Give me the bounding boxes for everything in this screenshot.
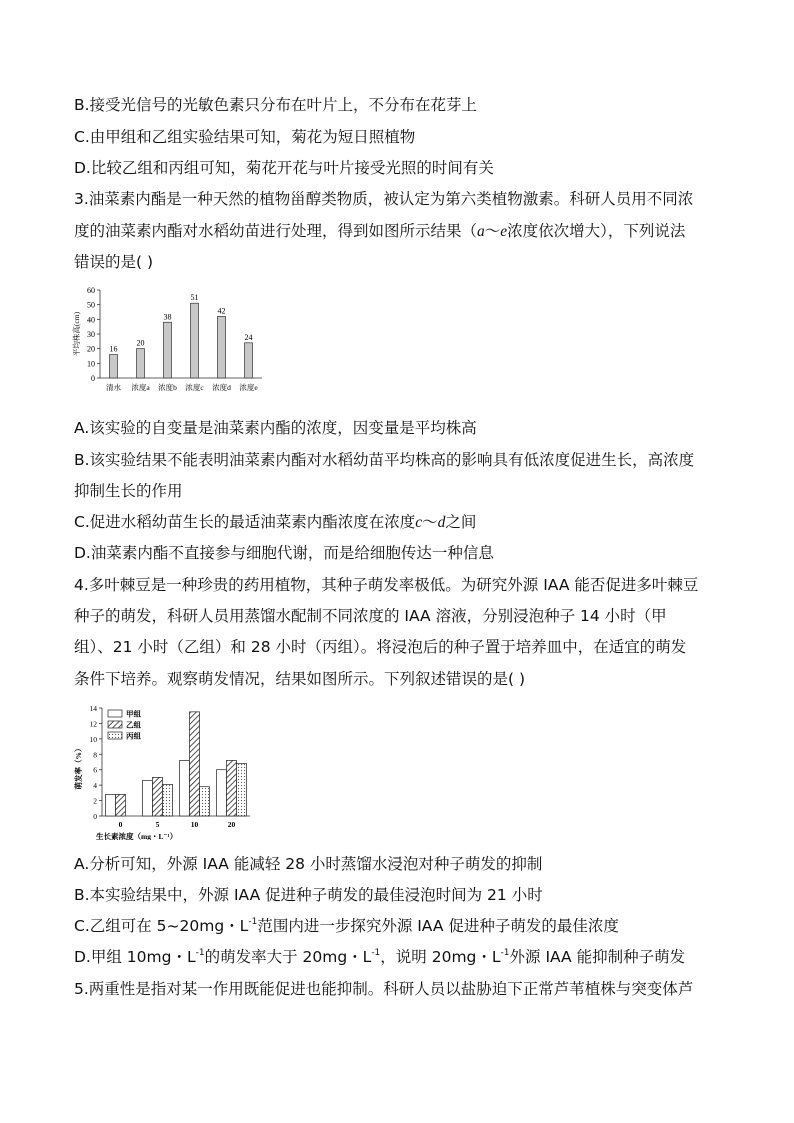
q4-stem-line-2: 种子的萌发，科研人员用蒸馏水配制不同浓度的 IAA 溶液，分别浸泡种子 14 小时（甲: [74, 607, 667, 625]
q3-option-b-line-2: 抑制生长的作用: [74, 482, 183, 500]
x-tick-label: 浓度b: [158, 383, 177, 392]
y-axis-label: 平均株高(cm): [72, 311, 81, 357]
y-tick-label: 50: [87, 300, 95, 310]
bar-甲组: [217, 770, 227, 816]
bar-丙组: [163, 784, 173, 816]
legend-label: 乙组: [126, 720, 141, 730]
bar-乙组: [153, 777, 163, 816]
prev-option-b: B.接受光信号的光敏色素只分布在叶片上，不分布在花芽上: [74, 96, 478, 114]
legend-label: 丙组: [126, 731, 141, 741]
x-tick-label: 5: [155, 820, 160, 829]
legend-swatch-乙组: [108, 721, 122, 728]
q3-stem-line-3: 错误的是( ): [74, 253, 154, 271]
y-tick-label: 20: [87, 344, 95, 354]
bar-乙组: [227, 760, 237, 816]
bar-乙组: [190, 712, 200, 816]
q4-option-b: B.本实验结果中，外源 IAA 促进种子萌发的最佳浸泡时间为 21 小时: [74, 886, 543, 904]
q3-option-d: D.油菜素内酯不直接参与细胞代谢，而是给细胞传达一种信息: [74, 544, 494, 562]
prev-option-d: D.比较乙组和丙组可知，菊花开花与叶片接受光照的时间有关: [74, 159, 494, 177]
legend-swatch-丙组: [108, 732, 122, 739]
x-tick-label: 0: [118, 820, 123, 829]
bar-value-label: 16: [109, 344, 118, 354]
bar: [191, 303, 199, 378]
x-tick-label: 浓度e: [239, 383, 258, 392]
y-tick-label: 30: [87, 330, 95, 339]
q4-option-c: C.乙组可在 5~20mg・$L^{-1}$范围内进一步探究外源 IAA 促进种子萌发的最佳浓度: [74, 916, 619, 935]
x-tick-label: 20: [227, 820, 236, 829]
q4-stem-line-3: 组）、21 小时（乙组）和 28 小时（丙组）。将浸泡后的种子置于培养皿中，在适宜的萌发: [74, 638, 687, 656]
y-tick-label: 14: [89, 704, 97, 713]
bar-value-label: 20: [136, 338, 145, 348]
bar-甲组: [143, 781, 153, 816]
bar: [218, 316, 226, 378]
legend-swatch-甲组: [108, 710, 122, 717]
y-axis-label: 萌发率（%）: [74, 744, 83, 790]
q3-option-b-line-1: B.该实验结果不能表明油菜素内酯对水稻幼苗平均株高的影响具有低浓度促进生长，高浓度: [74, 451, 695, 469]
q4-stem-line-1: 4.多叶棘豆是一种珍贵的药用植物，其种子萌发率极低。为研究外源 IAA 能否促进多叶棘豆: [74, 576, 699, 594]
q4-bar-chart: [72, 700, 262, 844]
y-tick-label: 10: [89, 734, 97, 744]
x-axis-label: 生长素浓度（mg・L⁻¹）: [96, 832, 178, 840]
y-tick-label: 60: [87, 286, 95, 295]
bar-丙组: [237, 764, 247, 816]
bar-甲组: [106, 794, 116, 816]
q3-stem-line-2: 度的油菜素内酯对水稻幼苗进行处理，得到如图所示结果（a～e浓度依次增大），下列说法: [74, 222, 686, 240]
y-tick-label: 10: [87, 359, 95, 369]
legend-label: 甲组: [126, 709, 141, 719]
y-tick-label: 6: [93, 765, 97, 775]
y-tick-label: 4: [93, 781, 97, 791]
bar-甲组: [180, 760, 190, 816]
bar-value-label: 42: [217, 306, 226, 316]
q3-bar-chart: [70, 282, 270, 416]
x-tick-label: 浓度d: [212, 383, 231, 392]
bar-value-label: 24: [244, 332, 253, 342]
bar-丙组: [200, 787, 210, 816]
bar: [164, 322, 172, 378]
y-tick-label: 12: [89, 719, 97, 729]
q3-option-c: C.促进水稻幼苗生长的最适油菜素内酯浓度在浓度c～d之间: [74, 513, 477, 531]
y-tick-label: 0: [93, 812, 97, 821]
q4-option-d: D.甲组 10mg・$L^{-1}$的萌发率大于 20mg・$L^{-1}$，说明 20mg・$L^{-1}$外源 IAA 能抑制种子萌发: [74, 947, 686, 966]
y-tick-label: 8: [93, 750, 97, 760]
x-tick-label: 清水: [106, 383, 121, 392]
q5-stem-line-1: 5.两重性是指对某一作用既能促进也能抑制。科研人员以盐胁迫下正常芦苇植株与突变体芦: [74, 980, 694, 998]
x-tick-label: 浓度a: [131, 383, 150, 392]
bar-乙组: [116, 794, 126, 816]
q4-option-a: A.分析可知，外源 IAA 能减轻 28 小时蒸馏水浸泡对种子萌发的抑制: [74, 855, 543, 873]
bar: [245, 343, 253, 378]
y-tick-label: 0: [91, 374, 95, 383]
q3-stem-line-1: 3.油菜素内酯是一种天然的植物甾醇类物质，被认定为第六类植物激素。科研人员用不同浓: [74, 190, 694, 208]
x-tick-label: 浓度c: [185, 383, 204, 392]
bar-value-label: 51: [190, 293, 199, 303]
q4-stem-line-4: 条件下培养。观察萌发情况，结果如图所示。下列叙述错误的是( ): [74, 670, 526, 688]
y-tick-label: 2: [93, 796, 97, 806]
q3-option-a: A.该实验的自变量是油菜素内酯的浓度，因变量是平均株高: [74, 419, 477, 437]
x-tick-label: 10: [190, 820, 199, 829]
bar-value-label: 38: [163, 312, 172, 322]
prev-option-c: C.由甲组和乙组实验结果可知，菊花为短日照植物: [74, 128, 416, 146]
bar: [110, 355, 118, 378]
bar: [137, 349, 145, 378]
y-tick-label: 40: [87, 315, 95, 325]
